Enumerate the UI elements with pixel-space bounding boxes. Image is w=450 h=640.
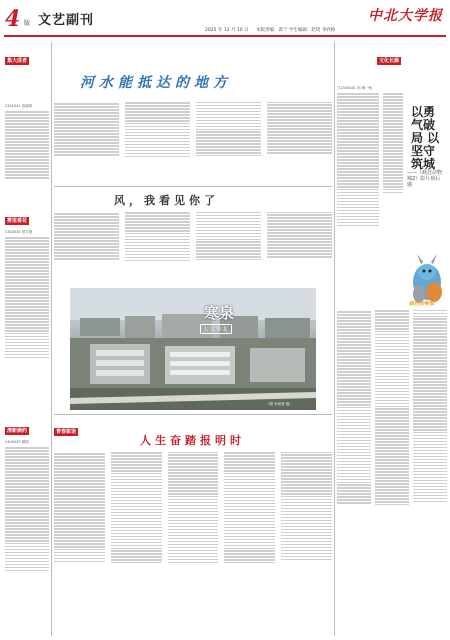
top-story-body — [54, 102, 332, 184]
poster-caption: 疯狂动物城 — [409, 301, 435, 307]
feature-subtitle: ——《疯狂动物城2》影片观后感 — [407, 170, 443, 188]
article-text-left-3 — [5, 446, 49, 632]
middle-story-body — [54, 212, 332, 284]
bottom-story-body — [54, 452, 332, 636]
photo-credit: （图 李雨萱 摄） — [266, 402, 293, 406]
right-body-text — [337, 310, 447, 632]
top-story-divider — [54, 186, 332, 187]
top-story — [54, 42, 332, 185]
bottom-story-tag: 青春絮语 — [56, 429, 77, 435]
bottom-story-headline: 人生奋踏报明时 — [140, 434, 245, 447]
feature-title: 以勇气破局 以坚守筑城 — [411, 105, 440, 171]
author-byline-1: 2301041 蒋晓琪 — [5, 104, 33, 108]
top-story-headline: 河水能抵达的地方 — [80, 75, 232, 91]
author-byline-2: 2304034 蔡方艳 — [5, 230, 33, 234]
bottom-story — [54, 418, 332, 636]
right-column — [337, 42, 447, 636]
movie-poster — [407, 252, 447, 310]
middle-story-divider — [54, 414, 332, 415]
newspaper-logo: 中北大学报 — [368, 8, 443, 24]
campus-aerial-illustration — [70, 288, 316, 410]
photo-sublabel: 人文中北 — [200, 324, 232, 334]
article-text-left-2 — [5, 236, 49, 416]
right-column-tag: 文化长廊 — [379, 58, 400, 64]
left-column-divider — [51, 42, 52, 636]
campus-photo — [70, 288, 316, 410]
masthead — [0, 0, 450, 40]
author-byline-3: 2409043 顾婷 — [5, 440, 29, 444]
middle-story — [54, 188, 332, 413]
left-tag-1: 集大成者 — [7, 58, 28, 64]
date-line: 2025 年 12 月 10 日 — [205, 28, 249, 33]
right-intro-text — [337, 92, 379, 292]
page-number: 4 — [5, 6, 21, 32]
masthead-rule — [4, 35, 446, 37]
article-text-left-1 — [5, 110, 49, 210]
right-intro-text-2 — [383, 92, 403, 242]
left-column — [5, 42, 49, 636]
editor-line: 本版责编：葛宁 学生编辑：赵琦 李欣格 — [256, 28, 336, 33]
photo-label: 寒泉 — [204, 304, 235, 322]
left-tag-2: 雾里看花 — [7, 218, 28, 224]
right-author-byline: □2304041 刘 卿一帆 — [337, 86, 373, 90]
left-tag-3: 清新婉约 — [7, 428, 28, 434]
middle-story-headline: 风，我看见你了 — [114, 194, 219, 207]
page-suffix: 版 — [24, 20, 31, 27]
section-title: 文艺副刊 — [38, 13, 95, 28]
right-column-divider — [334, 42, 335, 636]
